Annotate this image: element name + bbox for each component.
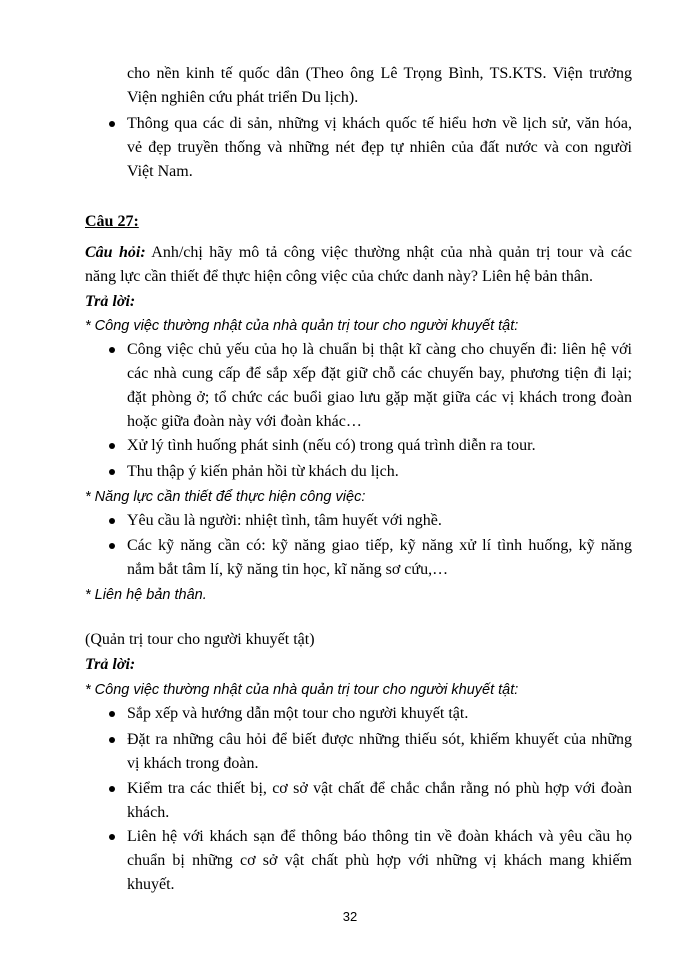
question-line: năng lực cần thiết để thực hiện công việc của chức danh này? Liên hệ bản thân. <box>85 268 594 285</box>
bullet-text: Công việc chủ yếu của họ là chuẩn bị thật kĩ càng cho chuyến đi: liên hệ với <box>127 341 632 358</box>
bullet-text: nắm bắt tâm lí, kỹ năng tin học, kĩ năng sơ cứu,… <box>127 561 449 578</box>
bullet-text: hoặc giữa đoàn này với đoàn khác… <box>127 413 362 430</box>
bullet-text: khách. <box>127 804 170 821</box>
note-daily-work: * Công việc thường nhật của nhà quản trị tour cho người khuyết tật: <box>85 318 519 334</box>
bullet-text: Kiểm tra các thiết bị, cơ sở vật chất để chắc chắn rằng nó phù hợp với đoàn <box>127 780 632 797</box>
bullet-icon <box>109 786 115 792</box>
bullet-icon <box>109 121 115 127</box>
question-heading: Câu 27: <box>85 213 139 230</box>
bullet-text: Liên hệ với khách sạn để thông báo thông tin về đoàn khách và yêu cầu họ <box>127 828 632 845</box>
bullet-icon <box>109 469 115 475</box>
answer-label: Trả lời: <box>85 293 136 310</box>
bullet-text: đặt phòng ở; tổ chức các buổi giao lưu gặp mặt giữa các vị khách trong đoàn <box>127 389 632 406</box>
bullet-text: vẻ đẹp truyền thống và những nét đẹp tự nhiên của đất nước và con người <box>127 139 632 156</box>
continuation-line: cho nền kinh tế quốc dân (Theo ông Lê Trọng Bình, TS.KTS. Viện trưởng <box>127 65 632 82</box>
bullet-text: các nhà cung cấp để sắp xếp đặt giữ chỗ các chuyến bay, phương tiện đi lại; <box>127 365 632 382</box>
bullet-text: Thu thập ý kiến phản hồi từ khách du lịch. <box>127 463 399 480</box>
bullet-icon <box>109 443 115 449</box>
bullet-icon <box>109 711 115 717</box>
page-number: 32 <box>342 909 358 924</box>
section-title: (Quản trị tour cho người khuyết tật) <box>85 631 315 648</box>
bullet-text: vị khách trong đoàn. <box>127 755 259 772</box>
answer-label: Trả lời: <box>85 656 136 673</box>
bullet-text: Các kỹ năng cần có: kỹ năng giao tiếp, kỹ năng xử lí tình huống, kỹ năng <box>127 537 632 554</box>
note-daily-work: * Công việc thường nhật của nhà quản trị tour cho người khuyết tật: <box>85 682 519 698</box>
bullet-text: Sắp xếp và hướng dẫn một tour cho người khuyết tật. <box>127 705 469 722</box>
note-self: * Liên hệ bản thân. <box>85 587 207 603</box>
bullet-icon <box>109 834 115 840</box>
bullet-icon <box>109 543 115 549</box>
question-label: Câu hỏi: <box>85 244 146 261</box>
note-skills: * Năng lực cần thiết để thực hiện công việc: <box>85 489 366 505</box>
continuation-line: Viện nghiên cứu phát triển Du lịch). <box>127 89 359 106</box>
bullet-icon <box>109 347 115 353</box>
bullet-text: Xử lý tình huống phát sinh (nếu có) trong quá trình diễn ra tour. <box>127 437 536 454</box>
bullet-text: chuẩn bị những cơ sở vật chất phù hợp với những vị khách mang khiếm <box>127 852 632 869</box>
bullet-text: Việt Nam. <box>127 163 193 180</box>
bullet-icon <box>109 737 115 743</box>
bullet-text: khuyết. <box>127 876 175 893</box>
bullet-text: Đặt ra những câu hỏi để biết được những thiếu sót, khiếm khuyết của những <box>127 731 632 748</box>
bullet-icon <box>109 518 115 524</box>
question-line <box>85 243 632 263</box>
question-text: Anh/chị hãy mô tả công việc thường nhật của nhà quản trị tour và các <box>145 244 632 261</box>
bullet-text: Thông qua các di sản, những vị khách quốc tế hiểu hơn về lịch sử, văn hóa, <box>127 115 632 132</box>
bullet-text: Yêu cầu là người: nhiệt tình, tâm huyết với nghề. <box>127 512 442 529</box>
